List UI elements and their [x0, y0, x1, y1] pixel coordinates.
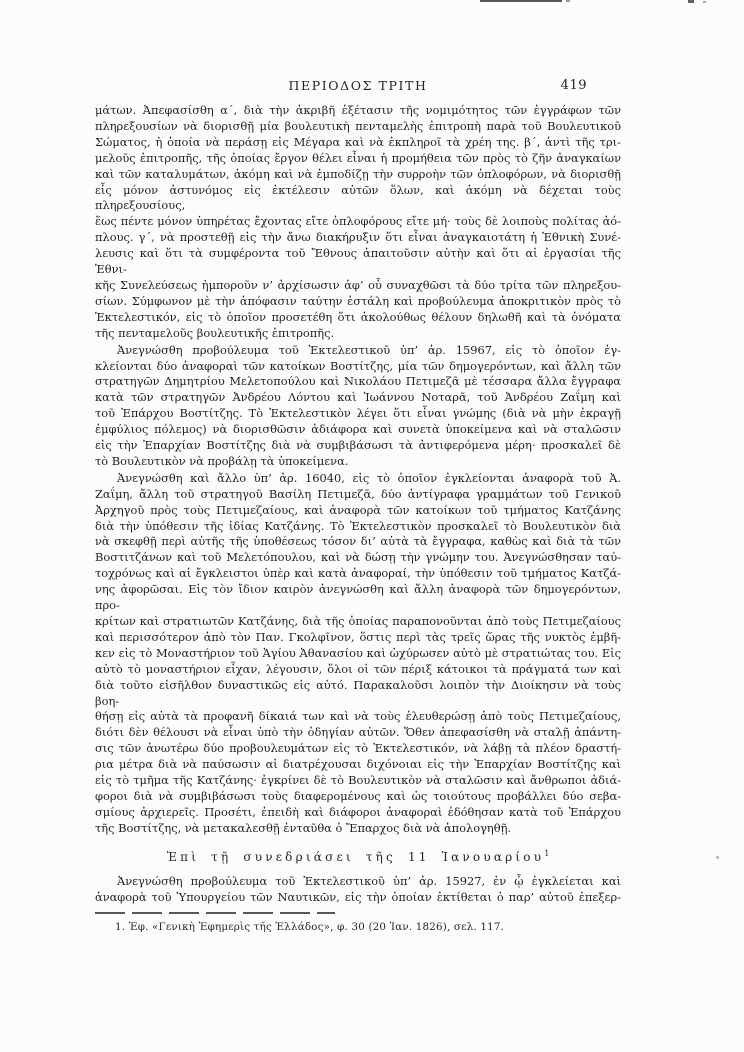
text-line: τὸ Βουλευτικὸν νὰ προβάλῃ τὰ ὑποκείμενα.	[95, 453, 349, 468]
body-paragraph-1	[95, 103, 621, 342]
text-line: καὶ τῶν καταλυμάτων, ἀκόμη καὶ νὰ ἐμποδίζῃ τὴν συρροὴν τῶν ὁπλοφόρων, νὰ διορισθῇ	[95, 166, 621, 181]
text-line: κεν εἰς τὸ Μοναστήριον τοῦ Ἁγίου Ἀθανασίου καὶ ὠχύρωσεν αὐτὸ μὲ στρατιώτας του. Εἰς	[95, 645, 621, 660]
text-line: νης ἀφορῶσαι. Εἰς τὸν ἴδιον καιρὸν ἀνεγνώσθη καὶ ἄλλη ἀναφορὰ τῶν δημογερόντων, προ-	[95, 582, 621, 613]
text-line: Ἀνεγνώσθη προβούλευμα τοῦ Ἐκτελεστικοῦ ὑπ’ ἀρ. 15967, εἰς τὸ ὁποῖον ἐγ-	[117, 342, 621, 357]
text-line: τοῦ Ἐπάρχου Βοστίτζης. Τὸ Ἐκτελεστικὸν λέγει ὅτι εἶναι γνώμης (διὰ νὰ μὴν ἐκραγῇ	[95, 406, 621, 421]
body-paragraph-3	[95, 471, 621, 837]
text-line: κρίτων καὶ στρατιωτῶν Κατζάνης, διὰ τῆς ὁποίας παραπονοῦνται ἀπὸ τοὺς Πετιμεζαίους	[95, 614, 621, 628]
footnote-reference: 1	[544, 848, 550, 858]
page-header	[95, 78, 621, 95]
text-line: ἀναφορὰ τοῦ Ὑπουργείου τῶν Ναυτικῶν, εἰς τὴν ὁποίαν ἐκτίθεται ὁ παρ’ αὐτοῦ ἐπεξερ-	[95, 889, 621, 904]
text-line: Σώματος, ἡ ὁποία νὰ περάσῃ εἰς Μέγαρα καὶ νὰ ἐκπληροῖ τὰ χρέη της. β΄, ἀντὶ τῆς τρι-	[95, 134, 621, 149]
text-line: Ἀνεγνώσθη προβούλευμα τοῦ Ἐκτελεστικοῦ ὑπ’ ἀρ. 15927, ἐν ᾧ ἐγκλείεται καὶ	[117, 873, 621, 888]
footnote	[95, 920, 621, 934]
session-heading-text: Ἐπὶ τῇ συνεδριάσει τῆς 11 Ἰανουαρίου	[166, 849, 545, 864]
text-line: Βοστιτζάνων καὶ τοῦ Μελετόπουλου, καὶ νὰ δώσῃ τὴν γνώμην του. Ἀνεγνώσθησαν ταύ-	[95, 550, 621, 565]
text-line: στρατηγῶν Δημητρίου Μελετοπούλου καὶ Νικολάου Πετιμεζᾶ μὲ τέσσαρα ἄλλα ἔγγραφα	[95, 374, 621, 389]
text-line: τοχρόνως καὶ αἱ ἔγκλειστοι ὑπὲρ καὶ κατὰ ἀναφοραί, τὴν ὑπόθεσιν τοῦ τμήματος Κατζά-	[95, 566, 621, 581]
text-line: λευσις καὶ ὅτι τὰ συμφέροντα τοῦ Ἔθνους ἀπαιτοῦσιν αὐτὴν καὶ ὅτι αἱ ἐργασίαι τῆς Ἐθνι-	[95, 246, 621, 277]
scan-artifact	[716, 856, 719, 859]
body-text	[95, 103, 621, 934]
text-line: εἷς μόνον ἀστυνόμος εἰς ἐκτέλεσιν αὐτῶν ὅλων, καὶ ἀκόμη νὰ δέχεται τοὺς πληρεξουσίους,	[95, 182, 621, 213]
text-line: πλους. γ΄, νὰ προστεθῇ εἰς τὴν ἄνω διακήρυξιν ὅτι εἶναι ἀναγκαιοτάτη ἡ Ἐθνικὴ Συνέ-	[95, 230, 621, 245]
scan-artifact	[703, 1, 706, 3]
text-line: μάτων. Ἀπεφασίσθη α΄, διὰ τὴν ἀκριβῆ ἐξέτασιν τῆς νομιμότητος τῶν ἐγγράφων τῶν	[95, 103, 621, 117]
page-number: 419	[560, 78, 587, 93]
scan-artifact	[480, 0, 562, 2]
text-line: καὶ περισσότερον ἀπὸ τὸν Παν. Γκολφῖνον, ὅστις περὶ τὰς τρεῖς ὥρας τῆς νυκτὸς ἐμβῆ-	[95, 629, 621, 644]
session-heading	[95, 850, 621, 866]
text-line: ἐμφύλιος πόλεμος) νὰ διορισθῶσιν ἀδιάφορα καὶ συνετὰ ὑποκείμενα καὶ νὰ σταλῶσιν	[95, 422, 621, 437]
text-line: τῆς πενταμελοῦς βουλευτικῆς ἐπιτροπῆς.	[95, 325, 335, 340]
text-line: μελοῦς ἐπιτροπῆς, τῆς ὁποίας ἔργον θέλει εἶναι ἡ προμήθεια τῶν πρὸς τὸ ζῆν ἀναγκαίων	[95, 150, 621, 165]
text-line: τῆς Βοστίτζης, νὰ μετακαλεσθῇ ἐνταῦθα ὁ Ἔπαρχος διὰ νὰ ἀπολογηθῇ.	[95, 820, 512, 835]
scan-artifact	[566, 0, 570, 2]
text-line: εἰς τὸ τμῆμα τῆς Κατζάνης· ἐγκρίνει δὲ τὸ Βουλευτικὸν νὰ σταλῶσιν καὶ ἄνθρωποι ἀδιά-	[95, 773, 621, 788]
body-paragraph-4	[95, 874, 621, 906]
text-line: κῆς Συνελεύσεως ἠμποροῦν ν’ ἀρχίσωσιν ἀφ’ οὗ συναχθῶσι τὰ δύο τρίτα τῶν πληρεξου-	[95, 277, 621, 292]
text-line: σμίους ἀρχιερεῖς. Προσέτι, ἐπειδὴ καὶ διάφοροι ἀναφοραὶ ἐδόθησαν κατὰ τοῦ Ἐπάρχου	[95, 804, 621, 819]
text-line: φοροι διὰ νὰ συμβιβάσωσι τοὺς διαφερομένους καὶ ὡς τοιούτους προβάλλει δύο σεβα-	[95, 788, 621, 803]
text-line: διότι δὲν θέλουσι νὰ εἶναι ὑπὸ τὴν ὁδηγίαν αὐτῶν. Ὅθεν ἀπεφασίσθη νὰ σταλῇ ἀπάντη-	[95, 725, 621, 740]
text-line: θήσῃ εἰς αὐτὰ τὰ προφανῆ δίκαιά των καὶ νὰ τοὺς ἐλευθερώσῃ ἀπὸ τοὺς Πετιμεζαίους,	[95, 709, 621, 724]
footnote-text: Ἐφ. «Γενικὴ Ἐφημερὶς τῆς Ἑλλάδος», φ. 30 (20 Ἰαν. 1826), σελ. 117.	[128, 921, 505, 934]
text-line: κατὰ τῶν στρατηγῶν Ἀνδρέου Λόντου καὶ Ἰωάννου Νοταρᾶ, τοῦ Ἀνδρέου Ζαΐμη καὶ	[95, 390, 621, 405]
text-line: εἰς τὴν Ἐπαρχίαν Βοστίτζης διὰ νὰ συμβιβάσωσι τὰ ἀντιφερόμενα μέρη· προσκαλεῖ δὲ	[95, 438, 621, 453]
text-line: Ζαΐμη, ἄλλη τοῦ στρατηγοῦ Βασίλη Πετιμεζᾶ, δύο ἀντίγραφα γραμμάτων τοῦ Γενικοῦ	[95, 486, 621, 501]
text-line: Ἀρχηγοῦ πρὸς τοὺς Πετιμεζαίους, καὶ ἀναφορὰ τῶν κατοίκων τοῦ τμήματος Κατζάνης	[95, 502, 621, 517]
text-line: ρια μέτρα διὰ νὰ παύσωσιν αἱ διατρέχουσαι διχόνοιαι εἰς τὴν Ἐπαρχίαν Βοστίτζης καὶ	[95, 757, 621, 772]
text-line: Ἀνεγνώσθη καὶ ἄλλο ὑπ’ ἀρ. 16040, εἰς τὸ ὁποῖον ἐγκλείονται ἀναφορὰ τοῦ Ἀ.	[117, 470, 621, 485]
text-line: διὰ τοῦτο εἰσῆλθον δυναστικῶς εἰς αὐτό. Παρακαλοῦσι λοιπὸν τὴν Διοίκησιν νὰ τοὺς βοη-	[95, 677, 621, 708]
text-line: σις τῶν ἀνωτέρω δύο προβουλευμάτων εἰς τὸ Ἐκτελεστικόν, νὰ λάβῃ τὰ πλέον δραστή-	[95, 741, 621, 756]
body-paragraph-2	[95, 343, 621, 470]
text-line: ἕως πέντε μόνον ὑπηρέτας ἔχοντας εἴτε ὁπλοφόρους εἴτε μή· τοὺς δὲ λοιποὺς πολίτας ἀό-	[95, 214, 621, 229]
text-line: σίων. Σύμφωνον μὲ τὴν ἀπόφασιν ταύτην ἐστάλη καὶ προβούλευμα ἀποκριτικὸν πρὸς τὸ	[95, 293, 621, 308]
text-line: νὰ σκεφθῇ περὶ αὐτῆς τῆς ὑποθέσεως τόσον δι’ αὐτὰ τὰ ἔγγραφα, καθὼς καὶ διὰ τὰ τῶν	[95, 534, 621, 549]
text-line: κλείονται δύο ἀναφοραὶ τῶν κατοίκων Βοστίτζης, μία τῶν δημογερόντων, καὶ ἄλλη τῶν	[95, 358, 621, 373]
text-line: πληρεξουσίων νὰ διορισθῇ μία βουλευτικὴ πενταμελὴς ἐπιτροπὴ παρὰ τοῦ Βουλευτικοῦ	[95, 118, 621, 133]
scan-artifact	[688, 0, 694, 3]
running-title: ΠΕΡΙΟΔΟΣ ΤΡΙΤΗ	[288, 78, 428, 93]
footnote-separator	[95, 912, 335, 914]
footnote-marker: 1.	[115, 921, 126, 934]
text-block	[95, 78, 621, 934]
text-line: αὐτὸ τὸ μοναστήριον εἶχαν, λέγουσιν, ὅλοι οἱ τῶν πέριξ κάτοικοι τὰ πράγματά των καὶ	[95, 661, 621, 676]
text-line: Ἐκτελεστικόν, εἰς τὸ ὁποῖον προσετέθη ὅτι ἀκολούθως θέλουν δηλωθῆ καὶ τὰ ὀνόματα	[95, 309, 621, 324]
text-line: διὰ τὴν ὑπόθεσιν τῆς ἰδίας Κατζάνης. Τὸ Ἐκτελεστικὸν προσκαλεῖ τὸ Βουλευτικὸν διὰ	[95, 518, 621, 533]
